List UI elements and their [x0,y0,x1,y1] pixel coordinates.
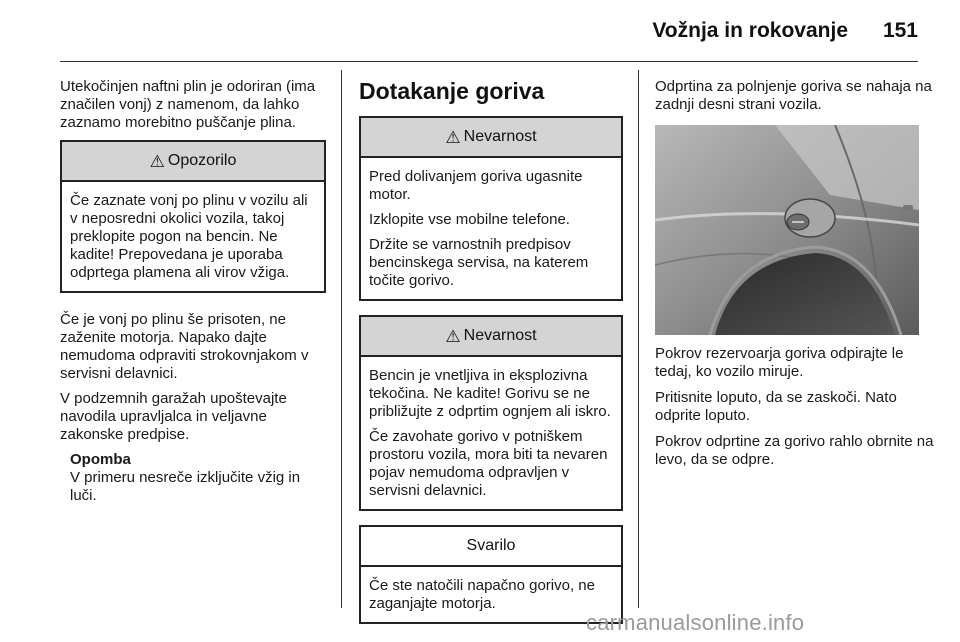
fuel-filler-intro: Odprtina za polnjenje goriva se nahaja na zadnji desni strani vozila. [655,78,932,113]
caution-box [359,525,623,624]
section-title: Dotakanje goriva [359,78,545,104]
fuel-filler-flap-photo [655,125,919,335]
note-text: V primeru nesreče izključite vžig in luči. [70,469,301,504]
warning-box-title: Opozorilo [167,152,237,169]
warning-triangle-icon: ⚠ [149,151,165,171]
column-left [60,78,326,512]
header-rule [60,61,918,62]
danger-paragraph: Pred dolivanjem goriva ugasnite motor. [369,168,583,203]
warning-text: Če zaznate vonj po plinu v vozilu ali v neposredni okolici vozila, takoj preklopite pogon na bencin. Ne kadite! Prepovedana je uporaba odprtega plamena ali virov vžiga. [70,192,308,281]
note-title: Opomba [70,451,131,468]
flap-instruction: Pokrov rezervoarja goriva odpirajte le tedaj, ko vozilo miruje. [655,345,904,380]
danger-paragraph: Bencin je vnetljiva in eksplozivna tekočina. Ne kadite! Gorivu se ne približujte z odprtim ognjem ali iskro. [369,367,611,420]
warning-box-body [62,182,324,291]
flap-instruction: Pokrov odprtine za gorivo rahlo obrnite na levo, da se odpre. [655,433,934,468]
note-block [70,451,326,505]
warning-triangle-icon: ⚠ [445,127,461,147]
warning-triangle-icon: ⚠ [445,326,461,346]
danger-box-title: Nevarnost [463,327,537,344]
lpg-intro-paragraph: Utekočinjen naftni plin je odoriran (ima značilen vonj) z namenom, da lahko zaznamo morebitno puščanje plina. [60,78,316,131]
garage-paragraph: V podzemnih garažah upoštevajte navodila upravljalca in veljavne zakonske predpise. [60,390,287,443]
warning-box [60,140,326,293]
flap-instruction: Pritisnite loputo, da se zaskoči. Nato odprite loputo. [655,389,897,424]
warning-box-header [62,142,324,182]
watermark-text: carmanualsonline.info [586,610,805,635]
danger-paragraph: Izklopite vse mobilne telefone. [369,211,570,228]
fuel-flap-icon [785,199,835,237]
caution-text: Če ste natočili napačno gorivo, ne zaganjajte motorja. [369,577,595,612]
danger-box-header [361,317,621,357]
danger-box-title: Nevarnost [463,128,537,145]
danger-box-body [361,158,621,299]
page-number: 151 [882,19,918,42]
danger-paragraph: Držite se varnostnih predpisov bencinskega servisa, na katerem točite gorivo. [369,236,589,289]
caution-box-title: Svarilo [466,537,516,554]
caution-box-body [361,567,621,622]
chapter-title: Vožnja in rokovanje [652,19,848,42]
column-middle [359,78,623,638]
column-right [655,78,935,477]
danger-box-body [361,357,621,509]
column-divider [638,70,639,608]
danger-box-2 [359,315,623,511]
danger-box-header [361,118,621,158]
caution-box-header [361,527,621,567]
gas-smell-paragraph: Če je vonj po plinu še prisoten, ne zaženite motorja. Napako dajte nemudoma odpraviti strokovnjakom v servisni delavnici. [60,311,309,382]
danger-paragraph: Če zavohate gorivo v potniškem prostoru vozila, mora biti ta nevaren pojav nemudoma odpravljen v servisni delavnici. [369,428,608,499]
page-header [0,0,960,62]
danger-box-1 [359,116,623,301]
column-divider [341,70,342,608]
